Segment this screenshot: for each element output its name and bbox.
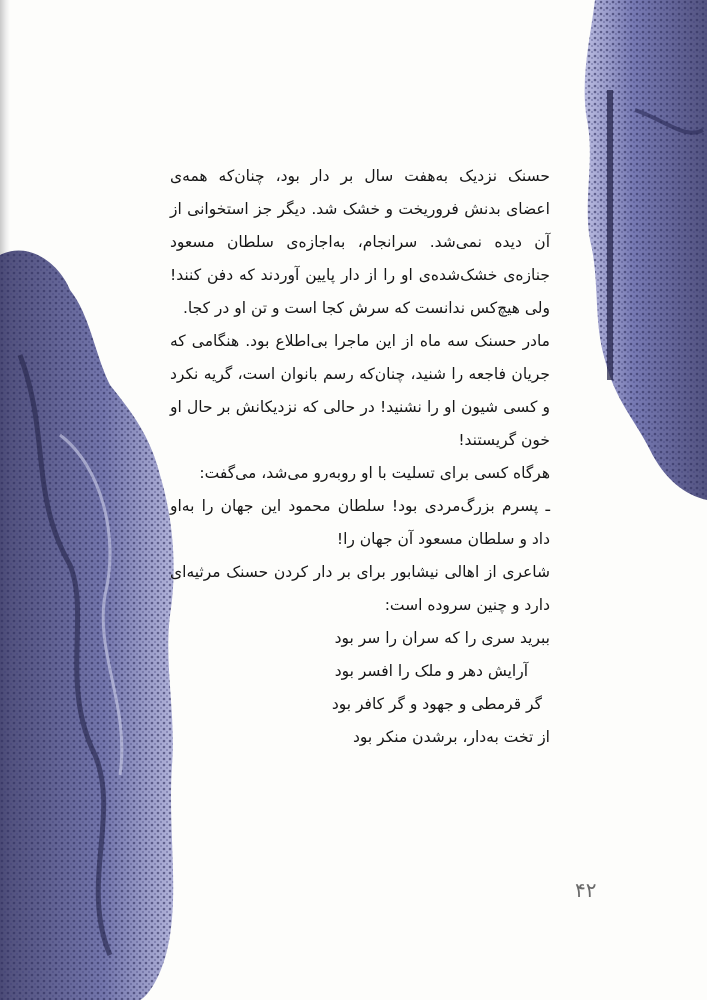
decorative-ink-art-right [575, 0, 707, 500]
story-text [170, 160, 550, 754]
paragraph-1: حسنک نزدیک به‌هفت سال بر دار بود، چنان‌که همه‌ی اعضای بدنش فروریخت و خشک شد. دیگر جز استخوانی از آن دیده نمی‌شد. سرانجام، به‌اجازه‌ی سلطان مسعود جنازه‌ی خشک‌شده‌ی او را از دار پایین آوردند که دفن کنند! ولی هیچ‌کس ندانست که سرش کجا است و تن او در کجا. [170, 167, 550, 317]
verse-line: آرایش دهر و ملک را افسر بود [334, 662, 528, 680]
verse-line: گر قرمطی و جهود و گر کافر بود [331, 695, 542, 713]
paragraph-5: شاعری از اهالی نیشابور برای بر دار کردن حسنک مرثیه‌ای دارد و چنین سروده است: [170, 563, 550, 614]
paragraph-4: ـ پسرم بزرگ‌مردی بود! سلطان محمود این جهان را به‌او داد و سلطان مسعود آن جهان را! [170, 497, 550, 548]
decorative-ink-art-left [0, 235, 185, 1000]
verse-line: ببرید سری را که سران را سر بود [334, 629, 550, 647]
poem-verses [170, 622, 550, 754]
paragraph-3: هرگاه کسی برای تسلیت با او روبه‌رو می‌شد، می‌گفت: [199, 464, 550, 482]
paragraph-2: مادر حسنک سه ماه از این ماجرا بی‌اطلاع بود. هنگامی که جریان فاجعه را شنید، چنان‌که رسم بانوان است، گریه نکرد و کسی شیون او را نشنید! در حالی که نزدیکانش بر حال او خون گریستند! [170, 332, 550, 449]
verse-line: از تخت به‌دار، برشدن منکر بود [353, 728, 550, 746]
page-number: ۴۲ [575, 878, 597, 902]
